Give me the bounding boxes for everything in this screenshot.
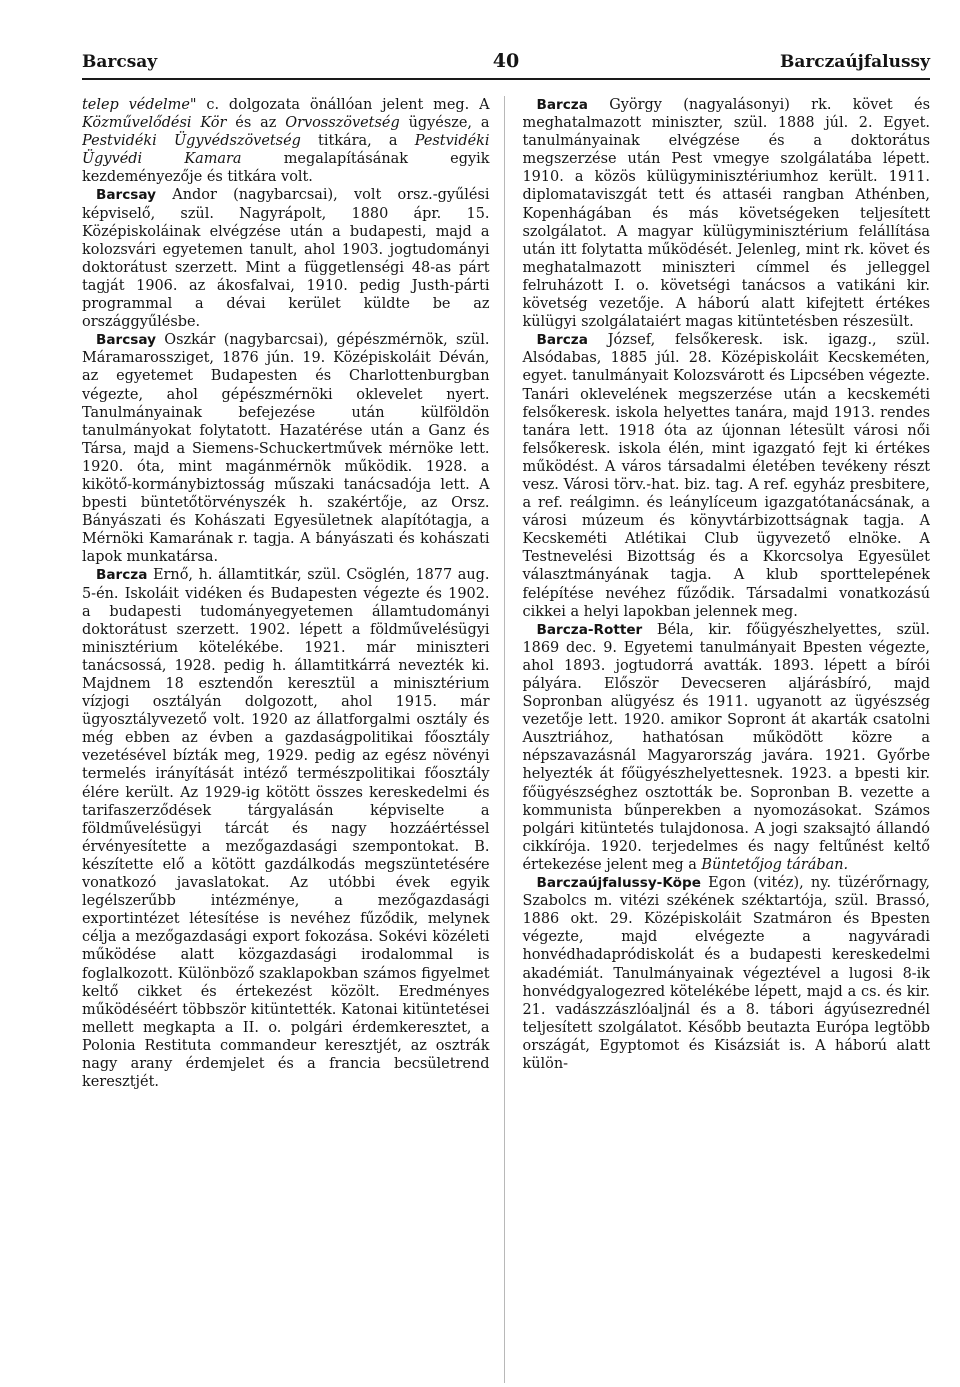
right-column bbox=[504, 96, 931, 1383]
entry-text: György (nagyalásonyi) rk. követ és meghatalmazott miniszter, szül. 1888 júl. 2. Egyet. tanulmányainak elvégzése és a doktorátus megszerzése után Pest vmegye szolgálatába lépett. 1910. a közös külügyminisztériumhoz került. 1911. diplomataviszgát tett és attaséi rangban Athénben, Kopenhágában és más követségeken teljesített szolgálatot. A magyar külügyminisztérium felállítása után itt folytatta működését. Jelenleg, mint rk. követ és meghatalmazott miniszteri címmel és jelleggel felruházott I. o. követségi tanácsos a vatikáni kir. követség vezetője. A háború alatt kifejtett értékes külügyi szolgálataiért magas kitüntetésben részesült. bbox=[522, 97, 930, 331]
lexicon-entry bbox=[82, 566, 490, 1091]
entry-headword: Barcsay bbox=[96, 332, 157, 349]
continued-text bbox=[82, 96, 490, 186]
entry-text: Béla, kir. főügyészhelyettes, szül. 1869 dec. 9. Egyetemi tanulmányait Bpesten végezte, ahol 1893. jogtudorrá avatták. 1893. lépett a bírói pályára. Először Devecseren aljárásbíró, majd Sopronban alügyész és 1911. ugyanott az ügyészség vezetője lett. 1920. amikor Sopront át akarták csatolni Ausztriához, hathatósan működött közre a népszavazásnál Magyarország javára. 1921. Győrbe helyezték át főügyészhelyettesnek. 1923. a bpesti kir. főügyészséghez osztották be. Sopronban B. vezette a kommunista bűnperekben a nyomozásokat. Számos polgári kitüntetés tulajdonosa. A jogi szaksajtó állandó cikkírója. 1920. terjedelmes és nagy feltűnést keltő értekezése jelent meg a bbox=[522, 621, 930, 873]
running-head-right: Barczaújfalussy bbox=[779, 52, 930, 72]
entry-headword: Barcza bbox=[96, 567, 148, 584]
entry-text: c. dolgozata önállóan jelent meg. A bbox=[196, 97, 490, 113]
text-columns bbox=[82, 96, 930, 1383]
italic-title: Közművelődési Kör bbox=[82, 115, 227, 132]
lexicon-entry bbox=[82, 331, 490, 566]
left-column bbox=[82, 96, 504, 1383]
entry-text: Oszkár (nagybarcsai), gépészmérnök, szül. Máramarossziget, 1876 jún. 19. Középiskoláit Déván, az egyetemet Budapesten és Charlottenburgban végezte, ahol gépészmérnöki oklevelet nyert. Tanulmányainak befejezése után külföldön tanulmányokat folytatott. Hazatérése után a Ganz és Társa, majd a Siemens-Schuckertművek mérnöke lett. 1920. óta, mint magánmérnök működik. 1928. a kikötő-kormánybiztosság műszaki tanácsadója lett. A bpesti büntetőtörvényszék h. szakértője, az Orsz. Bányászati és Kohászati Egyesületnek alapítótagja, a Mérnöki Kamarának r. tagja. A bányászati és kohászati lapok munkatársa. bbox=[82, 332, 490, 566]
italic-title: Pestvidéki Ügyvédszövetség bbox=[82, 133, 301, 150]
running-head-left: Barcsay bbox=[82, 52, 158, 72]
entry-headword: Barcza bbox=[536, 97, 588, 113]
italic-title: Pestvidéki Ügyvédi Kamara bbox=[82, 133, 490, 168]
entry-headword: Barczaújfalussy-Köpe bbox=[536, 875, 701, 892]
running-head bbox=[82, 48, 930, 80]
italic-title: telep védelme" bbox=[82, 97, 197, 113]
entry-text: Andor (nagybarcsai), volt orsz.-gyűlési képviselő, szül. Nagyrápolt, 1880 ápr. 15. Középiskoláinak elvégzése után a budapesti, majd a kolozsvári egyetemen tanult, ahol 1903. jogtudományi doktorátust szerzett. Mint a függetlenségi 48-as párt tagját 1906. az ákosfalvai, 1910. pedig Justh-párti programmal a dévai kerület küldte be az országgyűlésbe. bbox=[82, 187, 490, 331]
lexicon-entry bbox=[523, 874, 931, 1073]
entry-headword: Barcza bbox=[536, 332, 588, 349]
entry-text: és az bbox=[226, 115, 286, 132]
lexicon-entry bbox=[523, 331, 931, 621]
entry-text: Ernő, h. államtitkár, szül. Csöglén, 1877 aug. 5-én. Iskoláit vidéken és Budapesten végezte és 1902. a budapesti tudományegyetemen államtudományi doktorátust szerzett. 1902. lépett a földművelésügyi minisztérium kötelékébe. 1921. már miniszteri tanácsossá, 1928. pedig h. államtitkárrá nevezték ki. Majdnem 18 esztendőn keresztül a minisztérium vízjogi osztályán dolgozott, ahol 1915. már ügyosztályvezető volt. 1920 az állatforgalmi osztály és még ebben az évben a gazdaságpolitikai főosztály vezetésével bízták meg, 1929. pedig az egész növényi termelés irányítását intéző természpolitikai főosztály élére került. Az 1929-ig kötött összes kereskedelmi és tarifaszerződések tárgyalásán képviselte a földművelésügyi tárcát és nagy hozzáértéssel érvényesítette a mezőgazdasági szempontokat. B. készítette elő a kötött gazdálkodás megszüntetésére vonatkozó javaslatokat. Az utóbbi évek egyik legélszerűbb intézménye, a mezőgazdasági exportintézet létesítése is nevéhez fűződik, melynek célja a mezőgazdasági export fokozása. Sokévi közéleti működése alatt közgazdasági irodalommal is foglalkozott. Különböző szaklapokban számos figyelmet keltő cikket és értekezést közölt. Eredményes működéséért többször kitüntették. Katonai kitüntetései mellett megkapta a II. o. polgári érdemkeresztet, a Polonia Restituta commandeur keresztjét, az osztrák nagy arany érdemjelet és a francia becsületrend keresztjét. bbox=[82, 567, 490, 1091]
page-number: 40 bbox=[492, 50, 520, 72]
lexicon-entry bbox=[523, 621, 931, 874]
entry-headword: Barcza-Rotter bbox=[536, 621, 643, 638]
italic-title: Orvosszövetség bbox=[285, 115, 400, 132]
lexicon-entry bbox=[523, 96, 931, 331]
lexicon-entry bbox=[82, 186, 490, 331]
italic-title: Büntetőjog tárában. bbox=[701, 856, 849, 873]
entry-text: ügyésze, a bbox=[399, 115, 490, 132]
entry-text: József, felsőkeresk. isk. igazg., szül. Alsódabas, 1885 júl. 28. Középiskoláit Kecskeméten, egyet. tanulmányait Kolozsvárott és Lipcsében végezte. Tanári oklevelének megszerzése után a kecskeméti felsőkeresk. iskola helyettes tanára, majd 1913. rendes tanára lett. 1918 óta az újonnan létesült városi női felsőkeresk. iskola élén, mint igazgató fejt ki értékes működést. A város társadalmi életében tevékeny részt vesz. Városi törv.-hat. biz. tag. A ref. egyház presbitere, a ref. reálgimn. és leánylíceum igazgatótanácsának, a városi múzeum és könyvtárbizottságnak tagja. A Kecskeméti Atlétikai Club ügyvezető elnöke. A Testnevelési Bizottság és a Kkorcsolya Egyesület választmányának tagja. A klub sporttelepének felépítése nevéhez fűződik. Társadalmi vonatkozású cikkei a helyi lapokban jelennek meg. bbox=[522, 332, 930, 620]
entry-text: Egon (vitéz), ny. tüzérőrnagy, Szabolcs m. vitézi székének széktartója, szül. Brassó, 1886 okt. 29. Középiskoláit Szatmáron és Bpesten végezte, majd elvégezte a nagyváradi honvédhadapródiskolát és a budapesti kereskedelmi akadémiát. Tanulmányainak végeztével a lugosi 8-ik honvédgyalogezred kötelékébe lépett, majd a cs. és kir. 21. vadászzászlóaljnál és a 8. tábori ágyúsezrednél teljesített szolgálatot. Később beutazta Európa legtöbb országát, Egyptomot és Kisázsiát is. A háború alatt külön- bbox=[522, 875, 930, 1072]
entry-text: titkára, a bbox=[300, 133, 415, 150]
entry-text: megalapításának egyik kezdeményezője és titkára volt. bbox=[82, 151, 490, 186]
entry-headword: Barcsay bbox=[96, 187, 157, 204]
